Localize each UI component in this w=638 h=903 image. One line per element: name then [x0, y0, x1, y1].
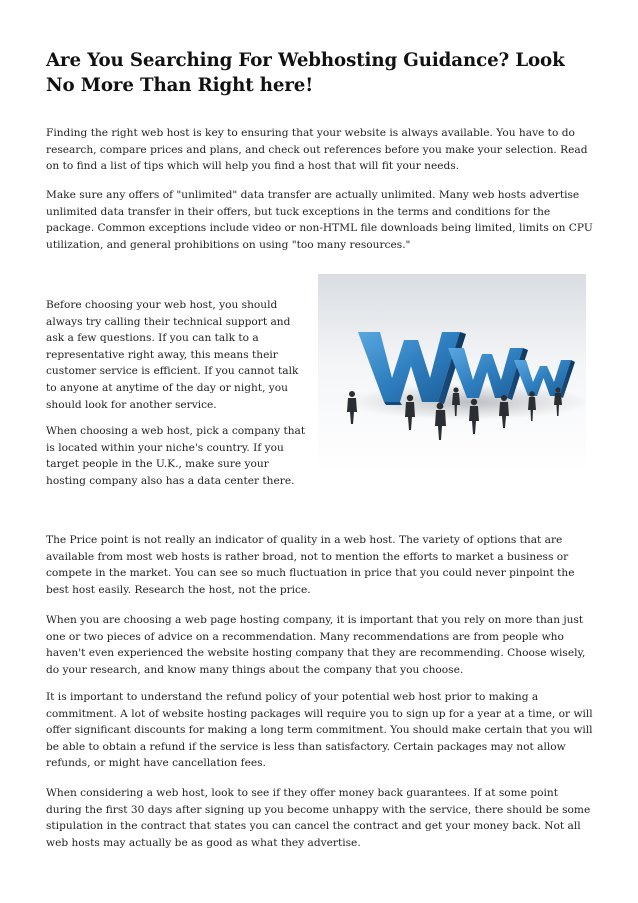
www-illustration-svg [318, 274, 586, 474]
paragraph: Finding the right web host is key to ensuring that your website is always available. You have to do research, compare prices and plans, and check out references before you make your selection. Read on to find a list of tips which will help you find a host that will fit your needs. [46, 127, 588, 173]
document-page [46, 48, 594, 849]
paragraph: Make sure any offers of "unlimited" data transfer are actually unlimited. Many web hosts advertise unlimited data transfer in their offers, but tuck exceptions in the terms and conditions for the package. Common exceptions include video or non-HTML file downloads being limited, limits on CPU utilization, and general prohibitions on using "too many resources." [46, 189, 593, 251]
paragraph: Before choosing your web host, you should always try calling their technical support and ask a few questions. If you can talk to a representative right away, this means their customer service is efficient. If you cannot talk to anyone at anytime of the day or night, you should look for another service. [46, 299, 299, 411]
paragraph: When considering a web host, look to see if they offer money back guarantees. If at some point during the first 30 days after signing up you become unhappy with the service, there should be some stipulation in the contract that states you can cancel the contract and get your money back. Not all web hosts may actually be as good as what they advertise. [46, 787, 591, 849]
paragraph: When choosing a web host, pick a company that is located within your niche's country. If you target people in the U.K., make sure your hosting company also has a data center there. [46, 425, 306, 487]
paragraph: It is important to understand the refund policy of your potential web host prior to making a commitment. A lot of website hosting packages will require you to sign up for a year at a time, or will offer significant discounts for making a long term commitment. You should make certain that you will be able to obtain a refund if the service is less than satisfactory. Certain packages may not allow refunds, or might have cancellation fees. [46, 691, 593, 770]
document-title: Are You Searching For Webhosting Guidance? Look No More Than Right here! [46, 50, 565, 96]
www-people-illustration [318, 274, 586, 474]
paragraph: When you are choosing a web page hosting company, it is important that you rely on more than just one or two pieces of advice on a recommendation. Many recommendations are from people who haven't even experienced the website hosting company that they are recommending. Choose wisely, do your research, and know many things about the company that you choose. [46, 614, 586, 676]
paragraph: The Price point is not really an indicator of quality in a web host. The variety of options that are available from most web hosts is rather broad, not to mention the efforts to market a business or compete in the market. You can see so much fluctuation in price that you could never pinpoint the best host easily. Research the host, not the price. [46, 534, 575, 596]
